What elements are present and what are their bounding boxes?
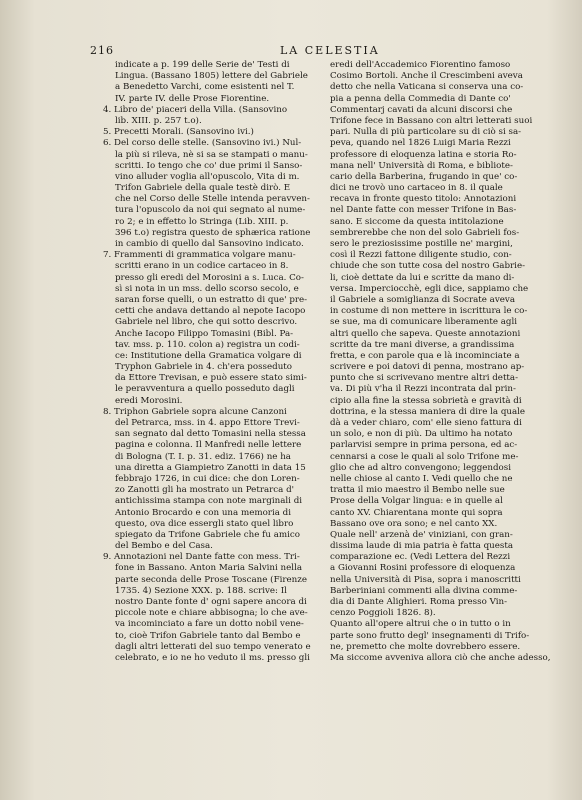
text-line: detto che nella Vaticana si conserva una co-: [330, 82, 524, 93]
left-text-column: [103, 60, 321, 664]
text-line: 7. Frammenti di grammatica volgare manu-: [103, 250, 296, 261]
text-line: che nel Corso delle Stelle intenda peravven-: [115, 194, 310, 205]
text-line: Quanto all'opere altrui che o in tutto o in: [330, 619, 511, 630]
text-line: se sue, ma di comunicare liberamente agli: [330, 317, 518, 328]
text-line: 4. Libro de' piaceri della Villa. (Sansovino: [103, 104, 288, 115]
text-line: tav. mss. p. 110. colon a) registra un codi-: [115, 339, 300, 350]
text-line: mana nell' Università di Roma, e bibliote-: [330, 160, 513, 171]
text-line: chiude che son tutte cosa del nostro Gabrie-: [330, 261, 526, 272]
page-number: 216: [90, 44, 114, 57]
text-line: peva, quando nel 1826 Luigi Maria Rezzi: [330, 138, 511, 149]
text-line: la più si rileva, nè si sa se stampati o manu-: [115, 149, 308, 160]
text-line: 1735. 4) Sezione XXX. p. 188. scrive: Il: [115, 585, 287, 596]
text-line: ne, premetto che molte dovrebbero essere.: [330, 641, 521, 652]
text-line: le peravventura a quello posseduto dagli: [115, 384, 295, 395]
text-line: Prose della Volgar lingua: e in quelle al: [330, 496, 503, 507]
text-line: Commentarj cavati da alcuni discorsi che: [330, 104, 513, 115]
text-line: recava in fronte questo titolo: Annotazioni: [330, 194, 517, 205]
text-line: il Gabriele a somiglianza di Socrate aveva: [330, 294, 515, 305]
text-line: scritte da tre mani diverse, a grandissima: [330, 339, 515, 350]
text-line: celebrato, e io ne ho veduto il ms. presso gli: [115, 652, 310, 663]
text-line: scritti erano in un codice cartaceo in 8.: [115, 261, 289, 272]
page-header: [90, 44, 492, 58]
text-line: 8. Triphon Gabriele sopra alcune Canzoni: [103, 406, 287, 417]
text-line: 396 t.o) registra questo de sphærica ratione: [115, 227, 311, 238]
text-line: indicate a p. 199 delle Serie de' Testi di: [115, 60, 290, 70]
text-line: dagli altri letterati del suo tempo venerato e: [115, 641, 311, 652]
text-line: scrivere e poi datovi di penna, mostrano ap-: [330, 362, 525, 373]
text-line: li, cioè dettate da lui e scritte da mano di-: [330, 272, 515, 283]
text-line: Anche Iacopo Filippo Tomasini (Bibl. Pa-: [115, 328, 294, 339]
text-line: parte seconda delle Prose Toscane (Firenze: [115, 574, 307, 585]
text-line: Lingua. (Bassano 1805) lettere del Gabriele: [115, 71, 308, 82]
text-line: nelle chiose al canto I. Vedi quello che ne: [330, 473, 513, 484]
text-line: sì si nota in un mss. dello scorso secolo, e: [115, 283, 299, 294]
text-line: tura l'opuscolo da noi qui segnato al nume-: [115, 205, 306, 216]
text-line: canto XV. Chiarentana monte qui sopra: [330, 507, 503, 518]
text-line: glio che ad altro convengono; leggendosi: [330, 462, 512, 473]
text-line: sembrerebbe che non del solo Gabrieli fos-: [330, 227, 520, 238]
text-line: zo Zanotti gli ha mostrato un Petrarca d': [115, 485, 295, 496]
text-line: a Benedetto Varchi, come esistenti nel T.: [115, 82, 295, 93]
text-line: san segnato dal detto Tomasini nella stessa: [115, 429, 306, 440]
text-line: punto che si scrivevano mentre altri detta-: [330, 373, 519, 384]
text-line: Antonio Brocardo e con una memoria di: [115, 507, 292, 518]
text-line: sano. E siccome da questa intitolazione: [330, 216, 504, 227]
text-line: nella Università di Pisa, sopra i manoscritti: [330, 574, 521, 585]
text-line: Cosimo Bortoli. Anche il Crescimbeni aveva: [330, 71, 523, 82]
text-line: in cambio di quello dal Sansovino indicato.: [115, 239, 304, 249]
text-line: sero le preziosissime postille ne' margini,: [330, 239, 513, 249]
text-line: saran forse quelli, o un estratto di que' pre-: [115, 294, 308, 305]
text-line: eredi Morosini.: [115, 395, 183, 406]
text-line: così il Rezzi fattone diligente studio, con-: [330, 250, 512, 261]
text-line: dottrina, e la stessa maniera di dire la quale: [330, 406, 526, 417]
running-title: LA CELESTIA: [280, 44, 380, 57]
text-line: eredi dell'Accademico Fiorentino famoso: [330, 60, 511, 70]
text-line: del Petrarca, mss. in 4. appo Ettore Trevi-: [115, 418, 300, 428]
text-line: questo, ova dice essergli stato quel libro: [115, 518, 294, 529]
text-line: pia a penna della Commedia di Dante co': [330, 93, 511, 104]
text-line: Quale nell' arzenà de' viniziani, con gran-: [330, 529, 513, 540]
text-line: ce: Institutione della Gramatica volgare di: [115, 350, 302, 361]
text-line: versa. Imperciocchè, egli dice, sappiamo che: [330, 283, 529, 294]
text-line: antichissima stampa con note marginali di: [115, 496, 303, 507]
text-line: Barberiniani commenti alla divina comme-: [330, 585, 518, 596]
text-line: cario della Barberina, frugando in que' co-: [330, 171, 518, 182]
text-line: tratta il mio maestro il Bembo nelle sue: [330, 485, 505, 496]
text-line: dici ne trovò uno cartaceo in 8. il quale: [330, 183, 503, 194]
text-line: a Giovanni Rosini professore di eloquenza: [330, 563, 516, 574]
text-line: piccole note e chiare abbisogna; lo che ave-: [115, 608, 308, 619]
text-line: nel Dante fatte con messer Trifone in Bas-: [330, 205, 517, 216]
text-line: 6. Del corso delle stelle. (Sansovino ivi.) Nul-: [103, 138, 302, 149]
text-line: parte sono frutto degl' insegnamenti di Trifo-: [330, 630, 530, 641]
text-line: lib. XIII. p. 257 t.o).: [115, 115, 202, 126]
text-line: parlarvisi sempre in prima persona, ed ac-: [330, 440, 518, 451]
text-line: fretta, e con parole qua e là incominciate a: [330, 350, 520, 361]
text-line: Bassano ove ora sono; e nel canto XX.: [330, 518, 498, 529]
text-line: professore di eloquenza latina e storia Ro-: [330, 149, 517, 160]
text-line: to, cioè Trifon Gabriele tanto dal Bembo e: [115, 630, 301, 641]
text-line: pari. Nulla di più particolare su di ciò si sa-: [330, 127, 522, 138]
text-line: del Bembo e del Casa.: [115, 541, 213, 552]
text-line: di Bologna (T. I. p. 31. ediz. 1766) ne ha: [115, 451, 291, 462]
text-line: va incominciato a fare un dotto nobil vene-: [115, 619, 304, 630]
text-line: fone in Bassano. Anton Maria Salvini nella: [115, 563, 303, 574]
text-line: 9. Annotazioni nel Dante fatte con mess. Tri-: [103, 552, 300, 563]
text-line: 5. Precetti Morali. (Sansovino ivi.): [103, 127, 254, 138]
text-line: va. Di più v'ha il Rezzi incontrata dal prin-: [330, 384, 516, 395]
text-line: nostro Dante fonte d' ogni sapere ancora di: [115, 597, 307, 607]
text-line: presso gli eredi del Morosini a s. Luca. Co-: [115, 272, 304, 283]
text-line: da Ettore Trevisan, e può essere stato simi-: [115, 373, 307, 384]
text-line: febbrajo 1726, in cui dice: che don Loren-: [115, 473, 300, 484]
text-line: cetti che andava dettando al nepote Iacopo: [115, 306, 306, 317]
text-line: un solo, e non di più. Da ultimo ha notato: [330, 429, 513, 440]
text-line: Trifon Gabriele della quale testè dirò. E: [115, 183, 291, 194]
text-line: dia di Dante Alighieri. Roma presso Vin-: [330, 597, 508, 607]
text-line: dissima laude di mia patria è fatta questa: [330, 541, 514, 552]
text-line: dà a veder chiaro, com' elle sieno fattura di: [330, 418, 522, 428]
text-line: IV. parte IV. delle Prose Fiorentine.: [115, 93, 270, 104]
text-line: spiegato da Trifone Gabriele che fu amico: [115, 529, 300, 540]
text-line: una diretta a Giampietro Zanotti in data 15: [115, 462, 306, 473]
text-line: altri quello che sapeva. Queste annotazioni: [330, 328, 521, 339]
text-line: scritti. Io tengo che co' due primi il Sanso-: [115, 160, 303, 171]
text-line: Gabriele nel libro, che qui sotto descrivo.: [115, 317, 298, 328]
text-line: cennarsi a cose le quali al solo Trifone me-: [330, 451, 519, 462]
text-line: Trifone fece in Bassano con altri letterati suoi: [330, 115, 533, 126]
text-line: Ma siccome avveniva allora ciò che anche adesso,: [330, 652, 551, 663]
text-line: comparazione ec. (Vedi Lettera del Rezzi: [330, 552, 511, 563]
text-line: vino alluder voglia all'opuscolo, Vita di m.: [115, 171, 300, 182]
text-line: Tryphon Gabriele in 4. ch'era posseduto: [115, 362, 293, 373]
text-line: pagina e colonna. Il Manfredi nelle lettere: [115, 440, 302, 451]
text-line: in costume di non mettere in iscrittura le co-: [330, 306, 528, 317]
text-line: cenzo Poggioli 1826. 8).: [330, 608, 436, 619]
text-line: ro 2; e in effetto lo Stringa (Lib. XIII. p.: [115, 216, 289, 227]
text-line: cipio alla fine la stessa sobrietà e gravità di: [330, 395, 522, 406]
right-text-column: [330, 60, 554, 664]
